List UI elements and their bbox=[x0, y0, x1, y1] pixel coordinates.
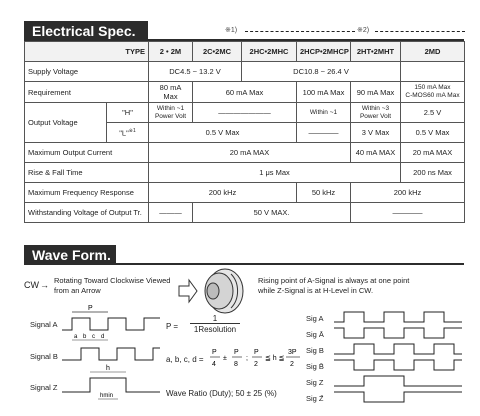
note-leader-line bbox=[245, 31, 355, 32]
column-header: 2HCP•2MHCP bbox=[297, 42, 351, 62]
cell: 100 mA Max bbox=[297, 82, 351, 103]
cell bbox=[401, 62, 465, 82]
sig-label: Sig B bbox=[306, 346, 324, 355]
label-p: P bbox=[88, 305, 93, 312]
cell: ——————— bbox=[193, 103, 297, 123]
cw-desc-line-1: Rotating Toward Clockwise Viewed bbox=[54, 276, 171, 285]
type-header: TYPE bbox=[25, 42, 149, 62]
table-row bbox=[25, 163, 465, 183]
row-label: Output Voltage bbox=[25, 103, 107, 143]
encoder-illustration bbox=[175, 266, 255, 316]
cell: 200 kHz bbox=[149, 183, 297, 203]
note-2: ※2) bbox=[357, 27, 370, 34]
cell-line: C-MOS60 mA Max bbox=[405, 92, 460, 99]
svg-text:≦ h ≦: ≦ h ≦ bbox=[265, 355, 285, 362]
note-1: ※1) bbox=[225, 27, 238, 34]
svg-text:P: P bbox=[254, 349, 259, 356]
column-header: 2HC•2MHC bbox=[242, 42, 297, 62]
label-c: c bbox=[92, 334, 95, 340]
spec-table bbox=[24, 41, 465, 223]
formula-2-rhs bbox=[210, 344, 302, 372]
row-label: Rise & Fall Time bbox=[25, 163, 149, 183]
sig-label: Sig Z bbox=[306, 378, 324, 387]
cw-label: CW bbox=[24, 280, 39, 290]
column-header: 2MD bbox=[401, 42, 465, 62]
label-a: a bbox=[74, 334, 78, 340]
label-h: h bbox=[106, 365, 110, 372]
sig-label: Sig Ā bbox=[306, 330, 324, 339]
note-leader-line bbox=[375, 31, 465, 32]
column-header: 2 • 2M bbox=[149, 42, 193, 62]
cell: 40 mA MAX bbox=[351, 143, 401, 163]
cell: 60 mA Max bbox=[193, 82, 297, 103]
cell: 50 V MAX. bbox=[193, 203, 351, 223]
svg-text:;: ; bbox=[246, 355, 248, 362]
cell: 3 V Max bbox=[351, 123, 401, 143]
rising-note-line-2: while Z-Signal is at H-Level in CW. bbox=[258, 286, 374, 295]
divider bbox=[24, 263, 464, 265]
cell: 90 mA Max bbox=[351, 82, 401, 103]
svg-text:P: P bbox=[234, 349, 239, 356]
table-row bbox=[25, 183, 465, 203]
svg-text:4: 4 bbox=[212, 361, 216, 368]
label-d: d bbox=[101, 334, 105, 340]
cell: 50 kHz bbox=[297, 183, 351, 203]
svg-text:8: 8 bbox=[234, 361, 238, 368]
cell: Within ~1 Power Volt bbox=[149, 103, 193, 123]
cell-line: 150 mA Max bbox=[414, 84, 451, 91]
label-b: b bbox=[83, 334, 87, 340]
formula-1-lhs: P = bbox=[166, 322, 179, 331]
cell: 2.5 V bbox=[401, 103, 465, 123]
svg-text:3P: 3P bbox=[288, 349, 297, 356]
output-waveform-diagram bbox=[334, 308, 464, 416]
svg-text:P: P bbox=[212, 349, 217, 356]
cell: ———— bbox=[297, 123, 351, 143]
arrow-icon: → bbox=[40, 280, 49, 290]
formula-1-den: 1Resolution bbox=[193, 325, 237, 334]
row-label: Requirement bbox=[25, 82, 149, 103]
cell: Within ~3 Power Volt bbox=[351, 103, 401, 123]
sig-label: Sig A bbox=[306, 314, 324, 323]
signal-z-label: Signal Z bbox=[30, 383, 58, 392]
row-label: Withstanding Voltage of Output Tr. bbox=[25, 203, 149, 223]
cell: 0.5 V Max bbox=[401, 123, 465, 143]
svg-text:2: 2 bbox=[290, 361, 294, 368]
cell: 200 kHz bbox=[351, 183, 465, 203]
cell: 0.5 V Max bbox=[149, 123, 297, 143]
table-row bbox=[25, 42, 465, 62]
signal-a-label: Signal A bbox=[30, 320, 58, 329]
cell: 200 ns Max bbox=[401, 163, 465, 183]
rising-note-line-1: Rising point of A-Signal is always at one point bbox=[258, 276, 410, 285]
cell: 80 mA Max bbox=[149, 82, 193, 103]
sub-label-l bbox=[107, 123, 149, 143]
cell: ———— bbox=[351, 203, 465, 223]
section-title-electrical: Electrical Spec. bbox=[24, 21, 148, 41]
label-hmin: hmin bbox=[100, 393, 114, 399]
svg-text:2: 2 bbox=[254, 361, 258, 368]
cell: 1 μs Max bbox=[149, 163, 401, 183]
cell: ——— bbox=[149, 203, 193, 223]
sub-label-l-text: "L" bbox=[119, 128, 129, 138]
table-row bbox=[25, 103, 465, 123]
sig-label: Sig Z̄ bbox=[306, 394, 324, 403]
table-row bbox=[25, 203, 465, 223]
sig-label: Sig B̄ bbox=[306, 362, 324, 371]
cell bbox=[401, 82, 465, 103]
svg-text:±: ± bbox=[223, 355, 227, 362]
cell: 20 mA MAX bbox=[401, 143, 465, 163]
table-row bbox=[25, 82, 465, 103]
section-title-wave: Wave Form. bbox=[24, 245, 116, 265]
cw-desc-line-2: from an Arrow bbox=[54, 286, 101, 295]
cell: Within ~1 bbox=[297, 103, 351, 123]
row-label: Supply Voltage bbox=[25, 62, 149, 82]
cell: DC4.5 ~ 13.2 V bbox=[149, 62, 242, 82]
footnote-mark: ※1 bbox=[128, 127, 136, 134]
formula-2-lhs: a, b, c, d = bbox=[166, 355, 204, 364]
table-row bbox=[25, 143, 465, 163]
cell: 20 mA MAX bbox=[149, 143, 351, 163]
phase-waveform-diagram bbox=[62, 302, 162, 416]
signal-b-label: Signal B bbox=[30, 352, 58, 361]
cell: DC10.8 ~ 26.4 V bbox=[242, 62, 401, 82]
wave-ratio: Wave Ratio (Duty); 50 ± 25 (%) bbox=[166, 389, 277, 398]
row-label: Maximum Output Current bbox=[25, 143, 149, 163]
sub-label-h: "H" bbox=[107, 103, 149, 123]
column-header: 2HT•2MHT bbox=[351, 42, 401, 62]
row-label: Maximum Frequency Response bbox=[25, 183, 149, 203]
column-header: 2C•2MC bbox=[193, 42, 242, 62]
formula-1-num: 1 bbox=[190, 314, 240, 324]
table-row bbox=[25, 62, 465, 82]
